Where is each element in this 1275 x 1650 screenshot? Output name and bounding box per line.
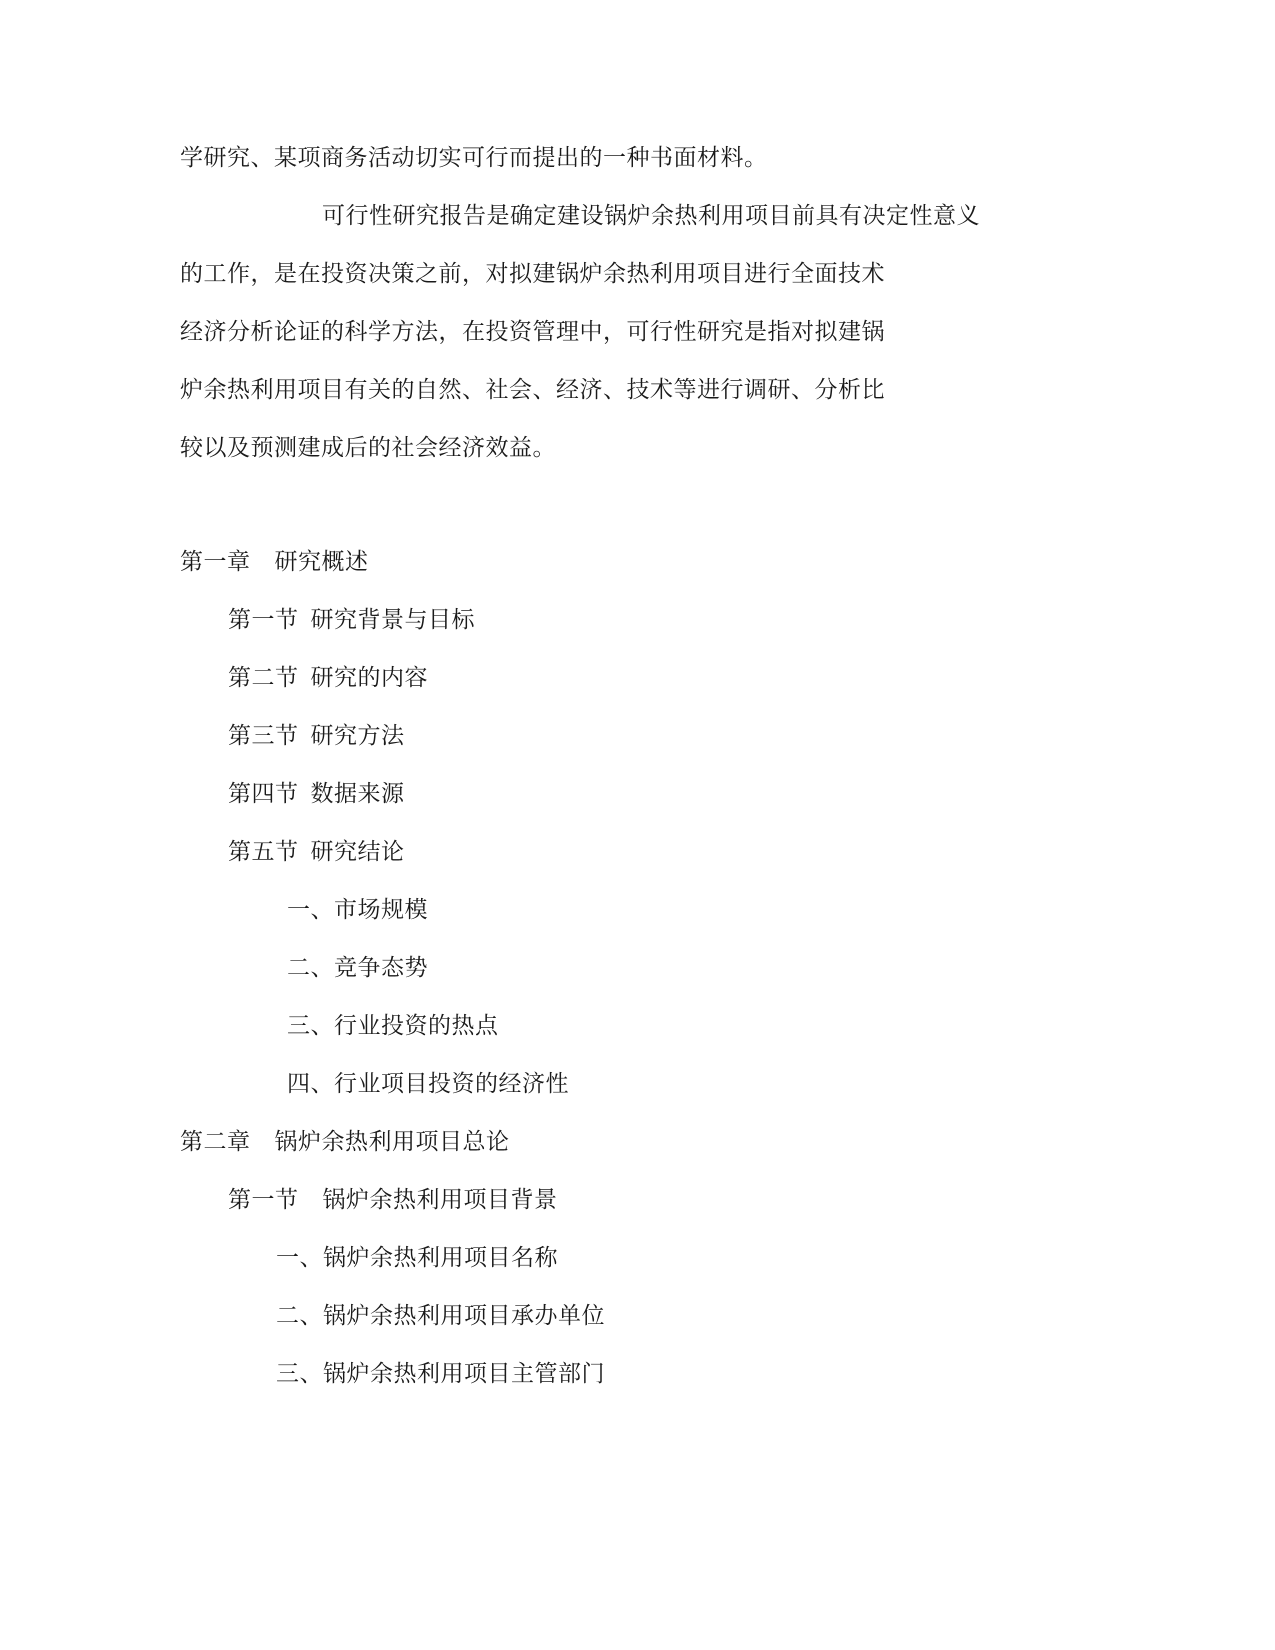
toc-item: 三、行业投资的热点: [287, 1013, 499, 1039]
toc-item: 四、行业项目投资的经济性: [287, 1071, 569, 1097]
toc-chapter: [180, 547, 369, 577]
toc-item: 一、市场规模: [287, 897, 428, 923]
toc-section: [228, 837, 405, 867]
section-title: 研究方法: [310, 723, 405, 749]
section-number: 第一节: [228, 1187, 299, 1213]
section-title: 锅炉余热利用项目背景: [322, 1187, 558, 1213]
toc-item: 一、锅炉余热利用项目名称: [276, 1245, 558, 1271]
toc-section: [228, 721, 405, 751]
chapter-title: 锅炉余热利用项目总论: [274, 1129, 510, 1155]
toc-section: [228, 779, 405, 809]
chapter-number: 第二章: [180, 1129, 251, 1155]
section-title: 研究背景与目标: [310, 607, 475, 633]
paragraph-line: 学研究、某项商务活动切实可行而提出的一种书面材料。: [180, 145, 768, 171]
toc-item: 二、竞争态势: [287, 955, 428, 981]
section-title: 研究的内容: [310, 665, 428, 691]
section-number: 第四节: [228, 781, 299, 807]
paragraph-line: 可行性研究报告是确定建设锅炉余热利用项目前具有决定性意义: [322, 203, 980, 229]
paragraph-line: 经济分析论证的科学方法，在投资管理中，可行性研究是指对拟建锅: [180, 319, 885, 345]
paragraph-line: 较以及预测建成后的社会经济效益。: [180, 435, 556, 461]
chapter-title: 研究概述: [274, 549, 369, 575]
toc-item: 三、锅炉余热利用项目主管部门: [276, 1361, 605, 1387]
section-number: 第一节: [228, 607, 299, 633]
toc-section: [228, 1185, 558, 1215]
section-number: 第二节: [228, 665, 299, 691]
paragraph-line: 炉余热利用项目有关的自然、社会、经济、技术等进行调研、分析比: [180, 377, 885, 403]
toc-item: 二、锅炉余热利用项目承办单位: [276, 1303, 605, 1329]
toc-chapter: [180, 1127, 510, 1157]
section-title: 研究结论: [310, 839, 405, 865]
chapter-number: 第一章: [180, 549, 251, 575]
paragraph-line: 的工作，是在投资决策之前，对拟建锅炉余热利用项目进行全面技术: [180, 261, 885, 287]
section-number: 第三节: [228, 723, 299, 749]
section-number: 第五节: [228, 839, 299, 865]
section-title: 数据来源: [310, 781, 405, 807]
toc-section: [228, 605, 475, 635]
toc-section: [228, 663, 428, 693]
